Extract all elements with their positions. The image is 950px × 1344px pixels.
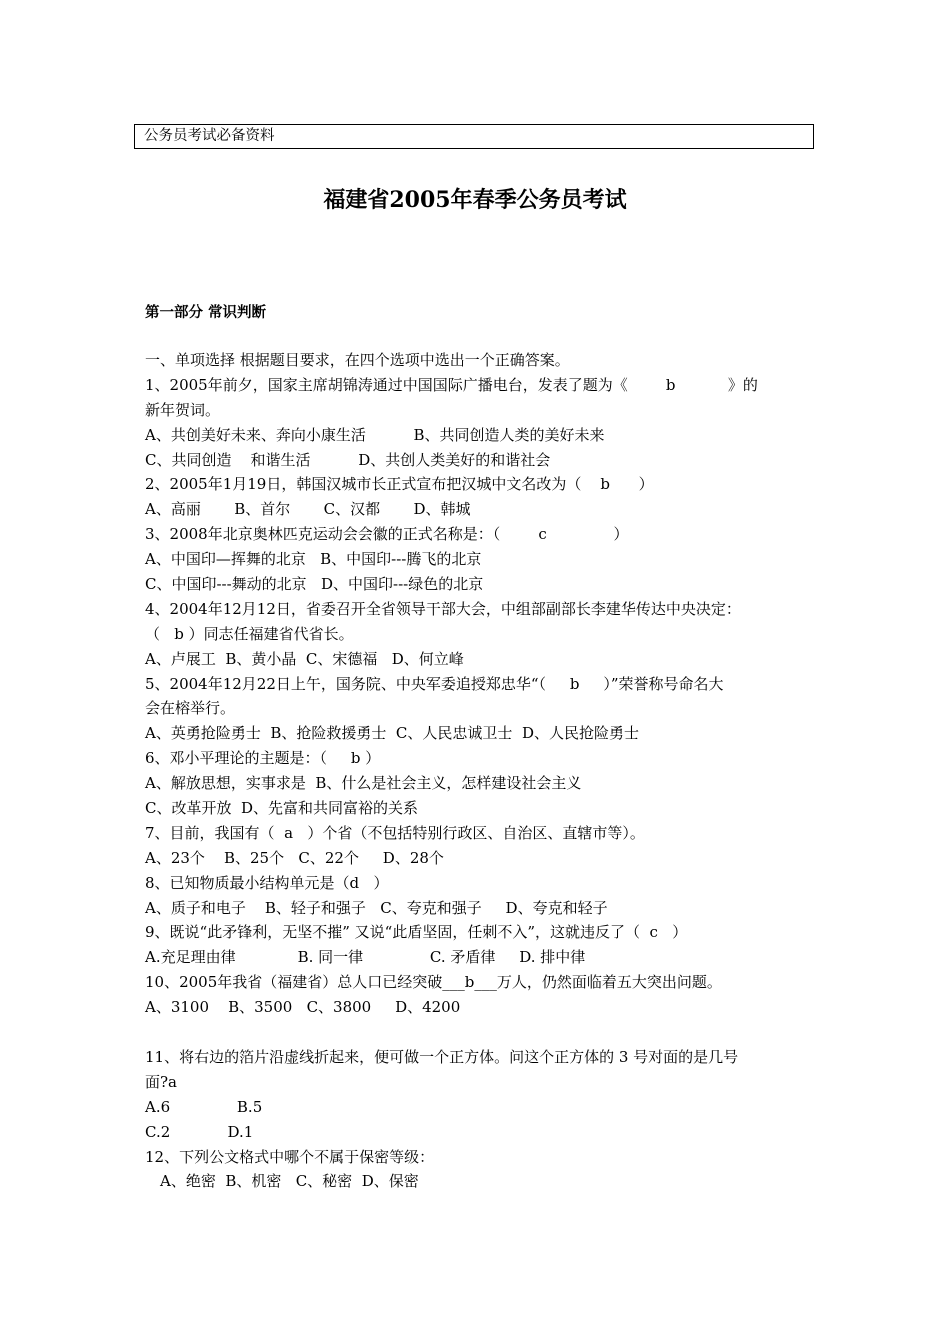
question-line: 4、2004年12月12日，省委召开全省领导干部大会，中组部副部长李建华传达中央决定： xyxy=(145,599,741,618)
question-line: 12、下列公文格式中哪个不属于保密等级： xyxy=(145,1147,435,1166)
option-line: C、共同创造 和谐生活 D、共创人类美好的和谐社会 xyxy=(145,450,551,469)
blank-line xyxy=(145,1020,810,1045)
question-line: 8、已知物质最小结构单元是（d ） xyxy=(145,873,389,892)
option-line: A、共创美好未来、奔向小康生活 B、共同创造人类的美好未来 xyxy=(145,425,605,444)
question-line: 3、2008年北京奥林匹克运动会会徽的正式名称是：（ c ） xyxy=(145,525,629,544)
question-line: 面?a xyxy=(145,1072,177,1091)
option-line: A、质子和电子 B、轻子和强子 C、夸克和强子 D、夸克和轻子 xyxy=(145,898,608,917)
header-label: 公务员考试必备资料 xyxy=(144,128,275,144)
header-box xyxy=(134,124,814,149)
question-line: 6、邓小平理论的主题是：（ b ） xyxy=(145,749,381,768)
option-line: C.2 D.1 xyxy=(145,1122,254,1141)
option-line: A、卢展工 B、黄小晶 C、宋德福 D、何立峰 xyxy=(145,649,464,668)
option-line: A、23个 B、25个 C、22个 D、28个 xyxy=(145,848,444,867)
question-line: 5、2004年12月22日上午，国务院、中央军委追授郑忠华“（ b ）”荣誉称号命名大 xyxy=(145,674,724,693)
option-line: A、解放思想，实事求是 B、什么是社会主义，怎样建设社会主义 xyxy=(145,774,582,793)
option-line: A、英勇抢险勇士 B、抢险救援勇士 C、人民忠诚卫士 D、人民抢险勇士 xyxy=(145,724,639,743)
option-line: C、中国印---舞动的北京 D、中国印---绿色的北京 xyxy=(145,575,484,594)
question-line: 9、既说“此矛锋利，无坚不摧” 又说“此盾坚固，任刺不入”，这就违反了（ c ） xyxy=(145,923,688,942)
question-line: 会在榕举行。 xyxy=(145,699,236,718)
question-line: 新年贺词。 xyxy=(145,400,221,419)
question-content xyxy=(145,348,810,1194)
page-title: 福建省2005年春季公务员考试 xyxy=(323,187,627,213)
question-line: 7、目前，我国有（ a ）个省（不包括特别行政区、自治区、直辖市等）。 xyxy=(145,823,645,842)
question-line: 11、将右边的箔片沿虚线折起来，便可做一个正方体。问这个正方体的 3 号对面的是几号 xyxy=(145,1047,739,1066)
option-line: C、改革开放 D、先富和共同富裕的关系 xyxy=(145,799,419,818)
question-line: 2、2005年1月19日，韩国汉城市长正式宣布把汉城中文名改为（ b ） xyxy=(145,475,654,494)
option-line: A、中国印—挥舞的北京 B、中国印---腾飞的北京 xyxy=(145,550,482,569)
section-heading: 第一部分 常识判断 xyxy=(145,304,267,321)
question-line: 1、2005年前夕，国家主席胡锦涛通过中国国际广播电台，发表了题为《 b 》的 xyxy=(145,375,758,394)
option-line: A、3100 B、3500 C、3800 D、4200 xyxy=(145,998,461,1017)
option-line: A、高丽 B、首尔 C、汉都 D、韩城 xyxy=(145,500,471,519)
question-line: （ b ）同志任福建省代省长。 xyxy=(145,624,354,643)
instruction-line: 一、单项选择 根据题目要求，在四个选项中选出一个正确答案。 xyxy=(145,351,570,369)
option-line: A.6 B.5 xyxy=(145,1097,263,1116)
question-line: 10、2005年我省（福建省）总人口已经突破___b___万人，仍然面临着五大突出问题。 xyxy=(145,973,722,992)
option-line: A、绝密 B、机密 C、秘密 D、保密 xyxy=(160,1172,419,1191)
option-line: A.充足理由律 B. 同一律 C. 矛盾律 D. 排中律 xyxy=(145,948,586,967)
